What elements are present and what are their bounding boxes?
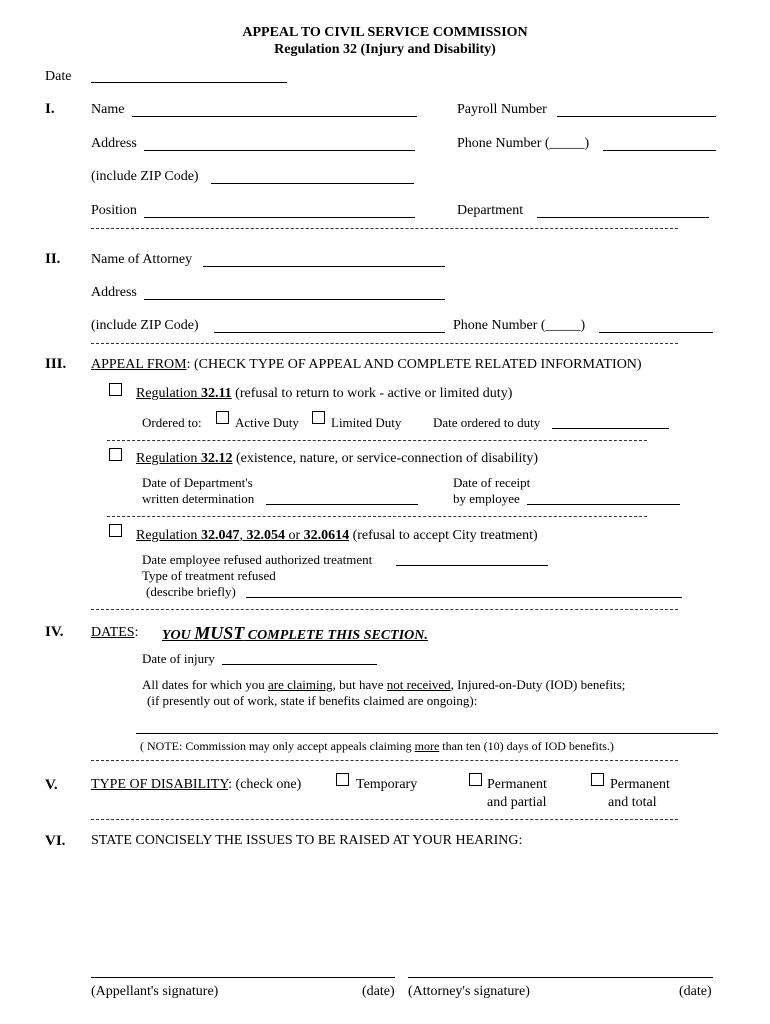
section-5-numeral: V.	[45, 777, 58, 793]
ongoing-text: (if presently out of work, state if benefits claimed are ongoing):	[147, 693, 478, 708]
divider	[91, 760, 678, 761]
reg-32-12-label: Regulation 32.12 (existence, nature, or service-connection of disability)	[136, 451, 538, 466]
dept-determination-label-1: Date of Department's	[142, 475, 253, 490]
divider	[107, 440, 647, 441]
describe-label: (describe briefly)	[146, 584, 236, 599]
section-1-numeral: I.	[45, 101, 55, 117]
appellant-date-label: (date)	[362, 984, 395, 999]
appeal-from-heading: APPEAL FROM: (CHECK TYPE OF APPEAL AND COMPLETE RELATED INFORMATION)	[91, 357, 642, 372]
permanent-total-checkbox[interactable]	[591, 773, 604, 786]
attorney-date-label: (date)	[679, 984, 712, 999]
dept-determination-label-2: written determination	[142, 491, 255, 506]
attorney-signature-field[interactable]	[408, 977, 713, 978]
form-title: APPEAL TO CIVIL SERVICE COMMISSION	[242, 25, 528, 40]
date-label: Date	[45, 69, 72, 84]
disability-heading: TYPE OF DISABILITY: (check one)	[91, 777, 302, 792]
injury-date-label: Date of injury	[142, 651, 215, 666]
receipt-label-2: by employee	[453, 491, 520, 506]
ordered-to-label: Ordered to:	[142, 415, 202, 430]
permanent-total-label-2: and total	[608, 795, 657, 810]
injury-date-field[interactable]	[222, 664, 377, 665]
permanent-partial-checkbox[interactable]	[469, 773, 482, 786]
appellant-signature-field[interactable]	[91, 977, 395, 978]
reg-32-047-label: Regulation 32.047, 32.054 or 32.0614 (refusal to accept City treatment)	[136, 528, 538, 543]
section-4-numeral: IV.	[45, 624, 64, 640]
attorney-label: Name of Attorney	[91, 252, 193, 267]
section-6-numeral: VI.	[45, 833, 66, 849]
issues-heading: STATE CONCISELY THE ISSUES TO BE RAISED AT YOUR HEARING:	[91, 833, 523, 848]
position-label: Position	[91, 203, 137, 218]
date-ordered-field[interactable]	[552, 428, 669, 429]
attorney-zip-field[interactable]	[214, 332, 445, 333]
attorney-signature-label: (Attorney's signature)	[408, 984, 530, 999]
section-2-numeral: II.	[45, 251, 61, 267]
divider	[91, 819, 678, 820]
divider	[91, 609, 678, 610]
department-label: Department	[457, 203, 524, 218]
refused-treatment-field[interactable]	[396, 565, 548, 566]
zip-field[interactable]	[211, 183, 414, 184]
department-field[interactable]	[537, 217, 709, 218]
reg-32-12-checkbox[interactable]	[109, 448, 122, 461]
limited-duty-checkbox[interactable]	[312, 411, 325, 424]
position-field[interactable]	[144, 217, 415, 218]
appellant-signature-label: (Appellant's signature)	[91, 984, 219, 999]
divider	[91, 343, 678, 344]
form-subtitle: Regulation 32 (Injury and Disability)	[274, 42, 496, 57]
issues-area[interactable]	[91, 858, 719, 968]
address-label: Address	[91, 136, 137, 151]
name-label: Name	[91, 102, 125, 117]
treatment-description-field[interactable]	[246, 597, 682, 598]
active-duty-checkbox[interactable]	[216, 411, 229, 424]
temporary-label: Temporary	[356, 777, 418, 792]
limited-duty-label: Limited Duty	[331, 415, 402, 430]
dates-heading: DATES:	[91, 625, 139, 640]
permanent-partial-label-2: and partial	[487, 795, 547, 810]
address-field[interactable]	[144, 150, 415, 151]
dept-determination-field[interactable]	[266, 504, 418, 505]
reg-32-11-label: Regulation 32.11 (refusal to return to work - active or limited duty)	[136, 386, 513, 401]
iod-note: ( NOTE: Commission may only accept appeals claiming more than ten (10) days of IOD benefits.)	[140, 739, 614, 753]
divider	[107, 516, 647, 517]
phone-label: Phone Number (_____)	[457, 136, 590, 151]
active-duty-label: Active Duty	[235, 415, 299, 430]
date-ordered-label: Date ordered to duty	[433, 415, 541, 430]
attorney-phone-label: Phone Number (_____)	[453, 318, 586, 333]
section-3-numeral: III.	[45, 356, 67, 372]
divider	[91, 228, 678, 229]
attorney-phone-field[interactable]	[599, 332, 713, 333]
claim-dates-field[interactable]	[136, 733, 718, 734]
phone-field[interactable]	[603, 150, 716, 151]
payroll-label: Payroll Number	[457, 102, 547, 117]
receipt-label-1: Date of receipt	[453, 475, 531, 490]
attorney-zip-label: (include ZIP Code)	[91, 318, 199, 333]
receipt-field[interactable]	[527, 504, 680, 505]
permanent-partial-label-1: Permanent	[487, 777, 547, 792]
attorney-address-field[interactable]	[144, 299, 445, 300]
treatment-type-label: Type of treatment refused	[142, 568, 276, 583]
temporary-checkbox[interactable]	[336, 773, 349, 786]
refused-treatment-label: Date employee refused authorized treatment	[142, 552, 373, 567]
payroll-field[interactable]	[557, 116, 716, 117]
reg-32-047-checkbox[interactable]	[109, 524, 122, 537]
date-field[interactable]	[91, 82, 287, 83]
zip-label: (include ZIP Code)	[91, 169, 199, 184]
attorney-address-label: Address	[91, 285, 137, 300]
name-field[interactable]	[132, 116, 417, 117]
permanent-total-label-1: Permanent	[610, 777, 670, 792]
reg-32-11-checkbox[interactable]	[109, 383, 122, 396]
must-complete-notice: YOU MUST COMPLETE THIS SECTION.	[162, 623, 428, 643]
claim-dates-text: All dates for which you are claiming, but have not received, Injured-on-Duty (IOD) benefits;	[142, 677, 626, 692]
attorney-field[interactable]	[203, 266, 445, 267]
